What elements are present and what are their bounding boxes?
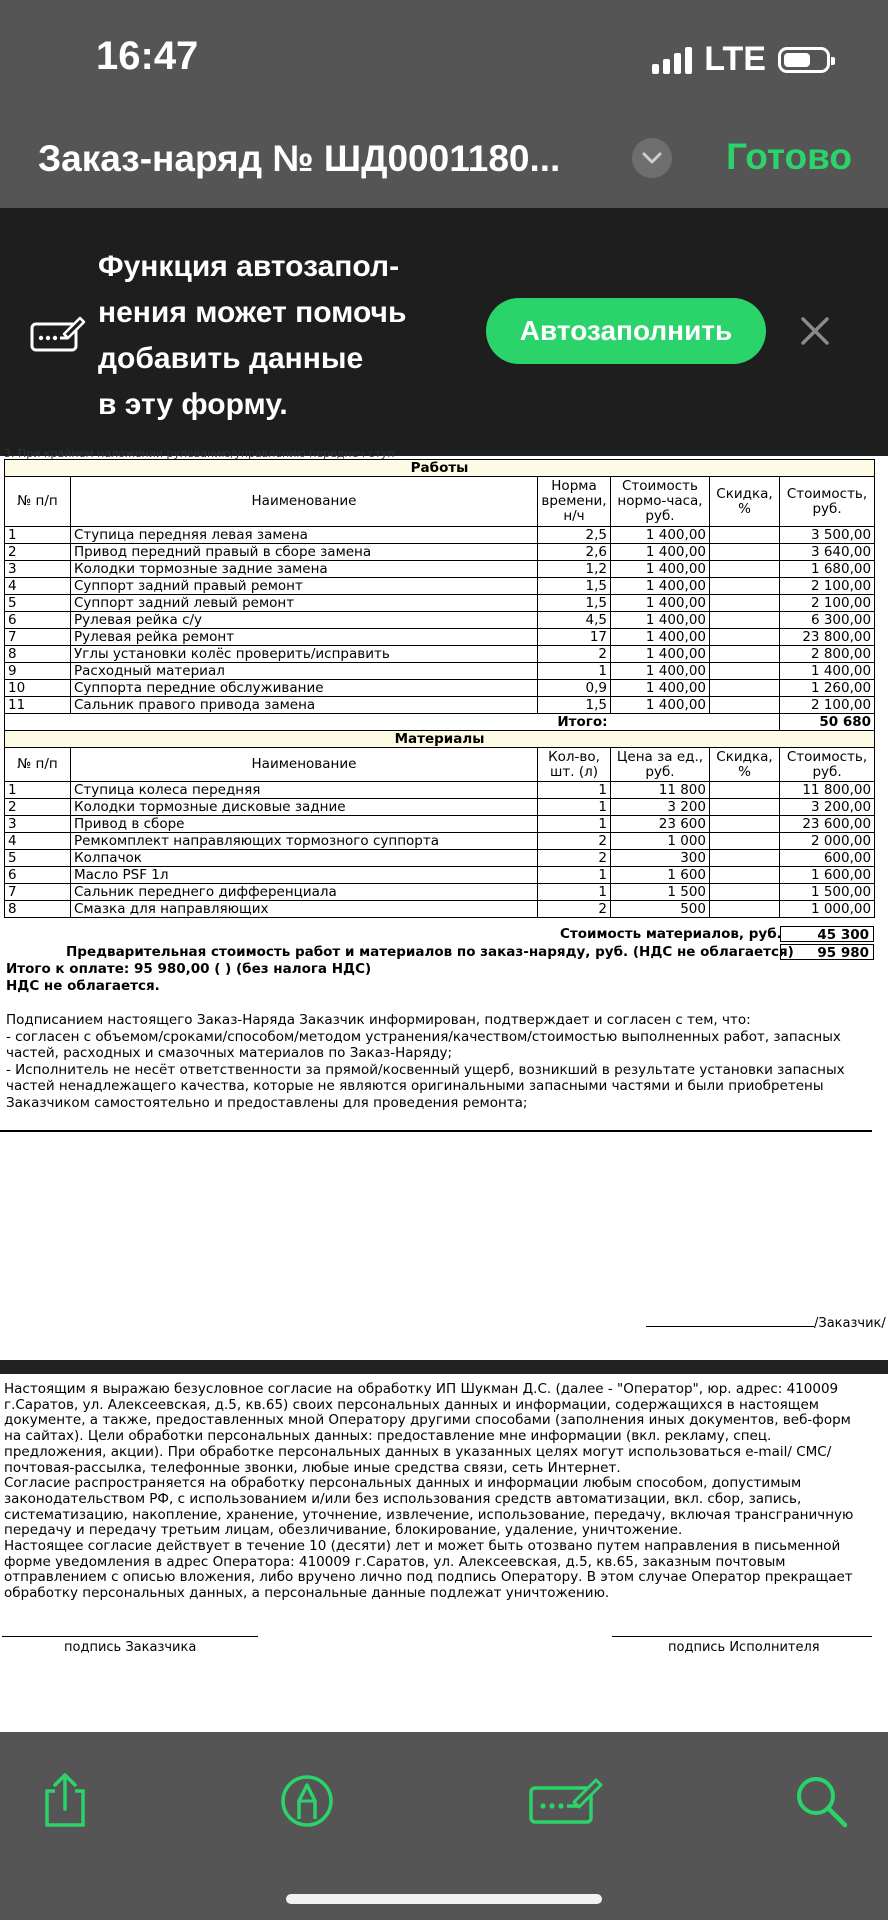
table-cell: 11: [5, 697, 71, 714]
table-row: [5, 867, 875, 884]
autofill-line: добавить данные: [98, 342, 364, 375]
table-cell: [710, 782, 780, 799]
table-row: [5, 646, 875, 663]
table-cell: 2: [5, 544, 71, 561]
table-cell: 1 400,00: [611, 544, 710, 561]
works-total-value: 50 680: [780, 714, 875, 731]
table-cell: 10: [5, 680, 71, 697]
table-cell: 1 400,00: [611, 561, 710, 578]
table-cell: 3 640,00: [780, 544, 875, 561]
table-cell: 23 600,00: [780, 816, 875, 833]
table-row: [5, 578, 875, 595]
column-header: № п/п: [5, 748, 71, 782]
table-cell: [710, 799, 780, 816]
table-cell: 7: [5, 629, 71, 646]
column-header: Наименование: [71, 748, 538, 782]
table-cell: [710, 901, 780, 918]
table-cell: [710, 884, 780, 901]
nav-bar: [0, 120, 888, 208]
table-cell: Сальник правого привода замена: [71, 697, 538, 714]
signature-line: [2, 1636, 258, 1637]
table-cell: [710, 697, 780, 714]
table-cell: 2,6: [538, 544, 611, 561]
autofill-line: в эту форму.: [98, 388, 288, 421]
table-cell: 5: [5, 595, 71, 612]
column-header: Скидка, %: [710, 748, 780, 782]
network-label: LTE: [704, 40, 766, 78]
table-cell: 4: [5, 578, 71, 595]
table-cell: 3 500,00: [780, 527, 875, 544]
table-cell: 6 300,00: [780, 612, 875, 629]
table-cell: Привод передний правый в сборе замена: [71, 544, 538, 561]
table-cell: 600,00: [780, 850, 875, 867]
works-total-label: Итого:: [5, 714, 611, 731]
table-row: [5, 833, 875, 850]
consent-paragraph: Согласие распространяется на обработку персональных данных и информации любым способом, допустимым законодательством РФ, с использованием и/или без использования средств автоматизации, вкл. сбор, запись, систематизацию, накопление, хранение, уточнение, извлечение, использование, передачу, включая трансграничную передачу и передачу третьим лицам, обезличивание, блокирование, удаление, уничтожение.: [4, 1475, 854, 1539]
table-cell: 1: [538, 867, 611, 884]
table-cell: 4,5: [538, 612, 611, 629]
table-cell: 0,9: [538, 680, 611, 697]
vat-note: НДС не облагается.: [6, 978, 160, 994]
table-cell: [710, 646, 780, 663]
customer-sign-label: /Заказчик/: [814, 1316, 886, 1331]
table-cell: 2 100,00: [780, 595, 875, 612]
autofill-form-icon: [30, 314, 86, 358]
table-cell: 1: [538, 884, 611, 901]
column-header: Кол-во, шт. (л): [538, 748, 611, 782]
table-cell: [710, 663, 780, 680]
table-cell: 1 400,00: [611, 612, 710, 629]
table-cell: Рулевая рейка с/у: [71, 612, 538, 629]
status-bar: [0, 0, 888, 120]
table-cell: 3: [5, 816, 71, 833]
agreement-text: [6, 1012, 872, 1111]
share-icon[interactable]: [30, 1766, 100, 1836]
table-cell: 2: [538, 901, 611, 918]
table-row: [5, 850, 875, 867]
table-cell: 1 400,00: [611, 663, 710, 680]
battery-icon: [778, 47, 830, 73]
bottom-toolbar: [0, 1732, 888, 1920]
done-button[interactable]: Готово: [726, 136, 852, 177]
column-header: Скидка, %: [710, 477, 780, 527]
table-cell: Суппорта передние обслуживание: [71, 680, 538, 697]
table-cell: 2 100,00: [780, 697, 875, 714]
table-cell: 11 800: [611, 782, 710, 799]
table-cell: Ступица колеса передняя: [71, 782, 538, 799]
executor-signature-label: подпись Исполнителя: [668, 1640, 820, 1655]
autofill-line: нения может помочь: [98, 296, 407, 329]
table-cell: Сальник переднего дифференциала: [71, 884, 538, 901]
consent-text: [4, 1382, 864, 1602]
column-header: Наименование: [71, 477, 538, 527]
table-cell: Колодки тормозные задние замена: [71, 561, 538, 578]
table-cell: Ступица передняя левая замена: [71, 527, 538, 544]
table-cell: 7: [5, 884, 71, 901]
table-cell: 1: [5, 782, 71, 799]
table-cell: 2: [538, 850, 611, 867]
table-cell: [710, 833, 780, 850]
table-cell: 1 400,00: [611, 697, 710, 714]
close-icon[interactable]: [800, 316, 830, 350]
table-cell: 1 400,00: [611, 646, 710, 663]
table-cell: 1 500,00: [780, 884, 875, 901]
prelim-cost-label: Предварительная стоимость работ и материалов по заказ-наряду, руб. (НДС не облагается): [66, 944, 794, 960]
autofill-button[interactable]: Автозаполнить: [486, 298, 766, 364]
prelim-cost-value: 95 980: [780, 944, 874, 960]
table-cell: 1 680,00: [780, 561, 875, 578]
table-row: [5, 799, 875, 816]
table-cell: 2 000,00: [780, 833, 875, 850]
table-cell: 17: [538, 629, 611, 646]
agreement-paragraph: - Исполнитель не несёт ответственности за прямой/косвенный ущерб, возникший в результате установки запасных частей ненадлежащего качества, которые не являются оригинальными запасными частями и были приобретены Заказчиком самостоятельно и предоставлены для проведения ремонта;: [6, 1061, 845, 1111]
table-cell: 1,5: [538, 578, 611, 595]
table-cell: 8: [5, 646, 71, 663]
table-cell: [710, 612, 780, 629]
materials-section-title: Материалы: [5, 731, 875, 748]
table-cell: 6: [5, 612, 71, 629]
table-cell: [710, 867, 780, 884]
table-cell: Расходный материал: [71, 663, 538, 680]
table-row: [5, 884, 875, 901]
table-row: [5, 561, 875, 578]
table-cell: Колпачок: [71, 850, 538, 867]
consent-paragraph: Настоящим я выражаю безусловное согласие на обработку ИП Шукман Д.С. (далее - "Оператор", юр. адрес: 410009 г.Саратов, ул. Алексеевская, д.5, кв.65) своих персональных данных и информации, содержащихся в настоящем документе, а также, предоставленных мной Оператору другими способами (заполнения иных документов, веб-форм на сайтах). Цели обработки персональных данных: предоставление мне информации (вкл. рекламу, спец. предложения, акции). При обработке персональных данных в указанных целях могут использоваться e-mail/ СМС/ почтовая-рассылка, телефонные звонки, любые иные средства связи, сеть Интернет.: [4, 1381, 851, 1476]
customer-sign-line: [646, 1316, 886, 1331]
table-cell: 1: [538, 782, 611, 799]
autofill-banner: [0, 208, 888, 456]
table-cell: 1 600,00: [780, 867, 875, 884]
column-header: Стоимость, руб.: [780, 477, 875, 527]
column-header: Норма времени, н/ч: [538, 477, 611, 527]
table-cell: Колодки тормозные дисковые задние: [71, 799, 538, 816]
table-cell: 4: [5, 833, 71, 850]
table-cell: Суппорт задний правый ремонт: [71, 578, 538, 595]
table-cell: 1,2: [538, 561, 611, 578]
total-to-pay: Итого к оплате: 95 980,00 ( ) (без налога НДС): [6, 961, 372, 977]
table-cell: 1: [538, 663, 611, 680]
document-title[interactable]: Заказ-наряд № ШД0001180...: [38, 138, 561, 179]
table-cell: Смазка для направляющих: [71, 901, 538, 918]
table-cell: Масло PSF 1л: [71, 867, 538, 884]
column-header: Стоимость, руб.: [780, 748, 875, 782]
table-row: [5, 816, 875, 833]
table-row: [5, 680, 875, 697]
table-cell: [710, 595, 780, 612]
table-cell: 5: [5, 850, 71, 867]
table-cell: Привод в сборе: [71, 816, 538, 833]
table-row: [5, 697, 875, 714]
table-cell: 2 100,00: [780, 578, 875, 595]
table-cell: [710, 629, 780, 646]
table-cell: 1: [538, 799, 611, 816]
table-cell: 1,5: [538, 595, 611, 612]
table-row: [5, 544, 875, 561]
autofill-message: [98, 244, 468, 428]
column-header: № п/п: [5, 477, 71, 527]
table-cell: [710, 680, 780, 697]
table-row: [5, 901, 875, 918]
table-cell: 3 200: [611, 799, 710, 816]
table-cell: 1: [538, 816, 611, 833]
cut-off-text: 3. При крайнем наложении рулеванию/управлению переднеч ступ: [4, 447, 395, 460]
table-cell: 1 260,00: [780, 680, 875, 697]
table-cell: Ремкомплект направляющих тормозного суппорта: [71, 833, 538, 850]
table-cell: [710, 578, 780, 595]
table-cell: Суппорт задний левый ремонт: [71, 595, 538, 612]
table-cell: [710, 850, 780, 867]
table-cell: 23 600: [611, 816, 710, 833]
table-row: [5, 782, 875, 799]
table-cell: 1 000,00: [780, 901, 875, 918]
table-row: [5, 612, 875, 629]
table-row: [5, 629, 875, 646]
materials-rows: [5, 782, 875, 918]
works-section-title: Работы: [5, 460, 875, 477]
document-page: [0, 447, 888, 1360]
table-cell: 1 400,00: [780, 663, 875, 680]
table-cell: 3 200,00: [780, 799, 875, 816]
table-cell: 1 500: [611, 884, 710, 901]
table-cell: 300: [611, 850, 710, 867]
column-header: Стоимость нормо-часа, руб.: [611, 477, 710, 527]
table-cell: 2: [538, 646, 611, 663]
table-cell: 500: [611, 901, 710, 918]
works-rows: [5, 527, 875, 714]
consent-paragraph: Настоящее согласие действует в течение 10 (десяти) лет и может быть отозвано путем направления в письменной форме уведомления в адрес Оператора: 410009 г.Саратов, ул. Алексеевская, д.5, кв.65, заказным почтовым отправлением с описью вложения, либо вручено лично под подпись Оператору. В этом случае Оператор прекращает обработку персональных данных, а персональные данные подлежат уничтожению.: [4, 1538, 853, 1602]
table-cell: 2 800,00: [780, 646, 875, 663]
table-cell: [710, 816, 780, 833]
table-cell: 1 400,00: [611, 527, 710, 544]
table-row: [5, 527, 875, 544]
table-cell: 1: [5, 527, 71, 544]
table-cell: [710, 544, 780, 561]
table-cell: 3: [5, 561, 71, 578]
table-cell: 6: [5, 867, 71, 884]
customer-signature-label: подпись Заказчика: [64, 1640, 197, 1655]
table-cell: 1 400,00: [611, 680, 710, 697]
table-cell: 1 400,00: [611, 629, 710, 646]
page-separator: [0, 1360, 888, 1374]
table-cell: 2: [5, 799, 71, 816]
table-cell: 8: [5, 901, 71, 918]
materials-total-value: 45 300: [780, 926, 874, 942]
agreement-paragraph: - согласен с объемом/сроками/способом/методом устранения/качеством/стоимостью выполненных работ, запасных частей, расходных и смазочных материалов по Заказ-Наряду;: [6, 1028, 841, 1061]
signature-line: [612, 1636, 872, 1637]
table-cell: [710, 561, 780, 578]
table-row: [5, 663, 875, 680]
home-indicator[interactable]: [286, 1894, 602, 1904]
markup-icon[interactable]: [272, 1766, 342, 1836]
table-cell: [710, 527, 780, 544]
table-cell: Углы установки колёс проверить/исправить: [71, 646, 538, 663]
table-cell: 2,5: [538, 527, 611, 544]
status-indicators: [652, 40, 830, 79]
search-icon[interactable]: [786, 1766, 856, 1836]
table-cell: 1 400,00: [611, 595, 710, 612]
table-cell: 23 800,00: [780, 629, 875, 646]
agreement-paragraph: Подписанием настоящего Заказ-Наряда Заказчик информирован, подтверждает и согласен с тем, что:: [6, 1012, 751, 1028]
table-row: [5, 595, 875, 612]
chevron-down-icon[interactable]: [632, 138, 672, 178]
table-cell: 9: [5, 663, 71, 680]
document-page-2: [0, 1374, 888, 1732]
table-cell: 2: [538, 833, 611, 850]
signal-icon: [652, 46, 692, 74]
column-header: Цена за ед., руб.: [611, 748, 710, 782]
table-cell: 1 400,00: [611, 578, 710, 595]
table-cell: Рулевая рейка ремонт: [71, 629, 538, 646]
status-time: 16:47: [96, 34, 199, 78]
divider: [0, 1130, 872, 1132]
table-cell: 1 600: [611, 867, 710, 884]
works-table: [4, 459, 875, 918]
table-cell: 1 000: [611, 833, 710, 850]
autofill-line: Функция автозапол-: [98, 250, 400, 283]
materials-total-label: Стоимость материалов, руб.: [560, 926, 782, 942]
table-cell: 1,5: [538, 697, 611, 714]
fill-sign-icon[interactable]: [526, 1766, 606, 1836]
table-cell: 11 800,00: [780, 782, 875, 799]
